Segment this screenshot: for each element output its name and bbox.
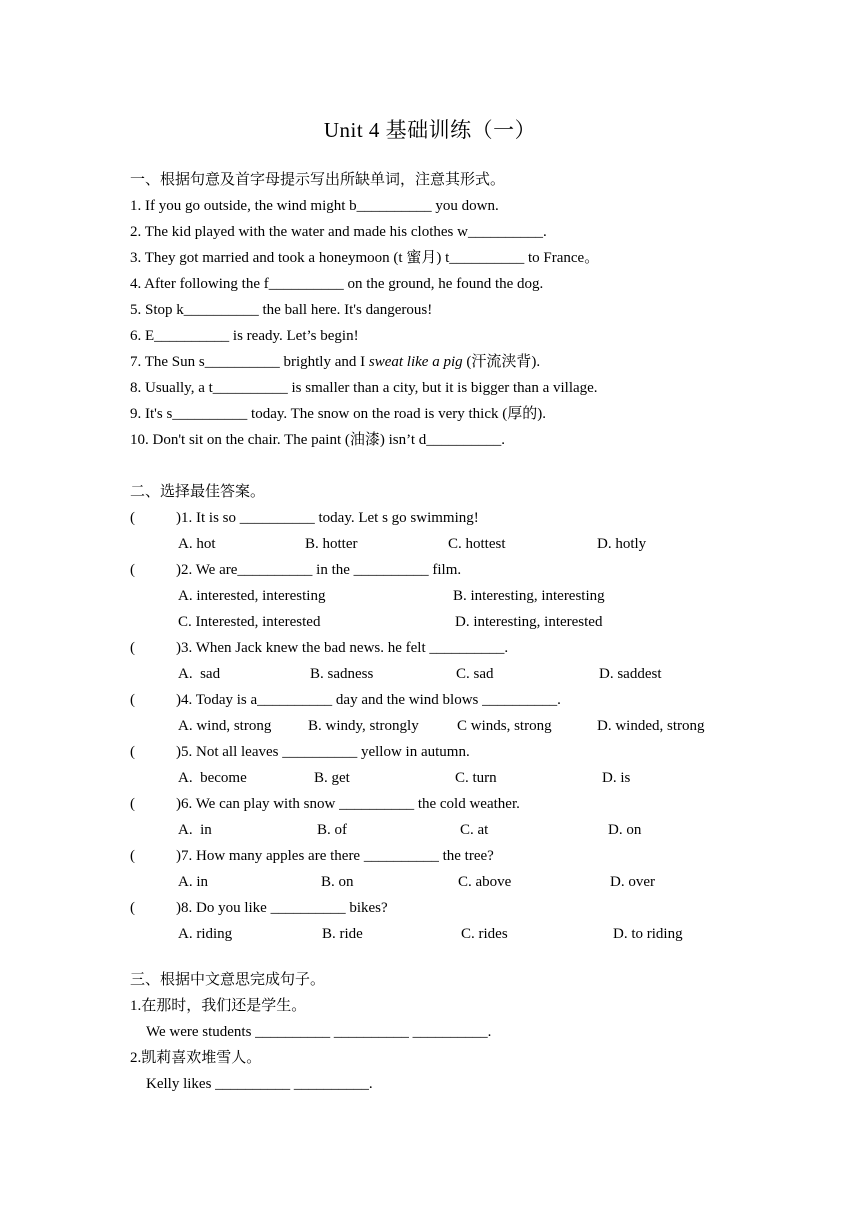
q4-option-b: B. windy, strongly (308, 718, 419, 734)
q8-paren: ( (130, 900, 135, 916)
q1-option-b: B. hotter (305, 536, 358, 552)
q3-option-a: A. sad (178, 666, 221, 682)
q3-question: )3. When Jack knew the bad news. he felt __________. (176, 640, 509, 656)
q6-option-b: B. of (317, 822, 347, 838)
q1-option-a: A. hot (178, 536, 216, 552)
q7-option-d: D. over (610, 874, 655, 890)
q1-option-d: D. hotly (597, 536, 647, 552)
s3-item-1-english: We were students __________ __________ __________. (146, 1024, 492, 1040)
q3-option-d: D. saddest (599, 666, 662, 682)
q8-option-c: C. rides (461, 926, 508, 942)
q5-paren: ( (130, 744, 135, 760)
q4-question: )4. Today is a__________ day and the wind blows __________. (176, 692, 561, 708)
q8-option-d: D. to riding (613, 926, 683, 942)
s1-item-4: 4. After following the f__________ on the ground, he found the dog. (130, 276, 544, 292)
s1-item-9: 9. It's s__________ today. The snow on the road is very thick (厚的). (130, 406, 546, 422)
section1-heading: 一、根据句意及首字母提示写出所缺单词，注意其形式。 (130, 172, 506, 188)
s1-item-5: 5. Stop k__________ the ball here. It's dangerous! (130, 302, 433, 318)
q7-option-a: A. in (178, 874, 208, 890)
q7-option-c: C. above (458, 874, 512, 890)
q4-option-c: C winds, strong (457, 718, 552, 734)
q8-question: )8. Do you like __________ bikes? (176, 900, 388, 916)
q7-question: )7. How many apples are there __________ the tree? (176, 848, 494, 864)
q3-paren: ( (130, 640, 135, 656)
q2-question: )2. We are__________ in the __________ film. (176, 562, 462, 578)
q2-option-b: B. interesting, interesting (453, 588, 605, 604)
q1-question: )1. It is so __________ today. Let s go swimming! (176, 510, 479, 526)
s3-item-2-chinese: 2.凯莉喜欢堆雪人。 (130, 1050, 262, 1066)
s3-item-2-english: Kelly likes __________ __________. (146, 1076, 373, 1092)
section3-heading: 三、根据中文意思完成句子。 (130, 972, 326, 988)
q8-option-b: B. ride (322, 926, 363, 942)
page-title: Unit 4 基础训练（一） (323, 118, 537, 142)
section2-heading: 二、选择最佳答案。 (130, 484, 266, 500)
q6-option-a: A. in (178, 822, 212, 838)
s1-item-7-after: (汗流浃背). (462, 354, 541, 370)
s1-item-7 (130, 352, 540, 372)
s3-item-1-chinese: 1.在那时，我们还是学生。 (130, 998, 307, 1014)
q4-option-d: D. winded, strong (597, 718, 705, 734)
q4-option-a: A. wind, strong (178, 718, 272, 734)
q1-option-c: C. hottest (448, 536, 506, 552)
q3-option-b: B. sadness (310, 666, 374, 682)
q2-paren: ( (130, 562, 135, 578)
s1-item-1: 1. If you go outside, the wind might b__________ you down. (130, 198, 499, 214)
q2-option-d: D. interesting, interested (455, 614, 603, 630)
s1-item-3: 3. They got married and took a honeymoon (t 蜜月) t__________ to France。 (130, 250, 600, 266)
q7-option-b: B. on (321, 874, 354, 890)
s1-item-7-before: 7. The Sun s__________ brightly and I (130, 354, 369, 370)
s1-item-6: 6. E__________ is ready. Let’s begin! (130, 328, 359, 344)
q2-option-a: A. interested, interesting (178, 588, 326, 604)
q6-paren: ( (130, 796, 135, 812)
q8-option-a: A. riding (178, 926, 233, 942)
q7-paren: ( (130, 848, 135, 864)
q6-question: )6. We can play with snow __________ the cold weather. (176, 796, 520, 812)
q5-option-b: B. get (314, 770, 350, 786)
q6-option-d: D. on (608, 822, 642, 838)
q2-option-c: C. Interested, interested (178, 614, 321, 630)
q5-option-c: C. turn (455, 770, 497, 786)
q3-option-c: C. sad (456, 666, 494, 682)
s1-item-10: 10. Don't sit on the chair. The paint (油漆) isn’t d__________. (130, 432, 506, 448)
s1-item-7-italic: sweat like a pig (368, 354, 463, 370)
q5-option-d: D. is (602, 770, 631, 786)
q5-question: )5. Not all leaves __________ yellow in autumn. (176, 744, 470, 760)
q1-paren: ( (130, 510, 135, 526)
s1-item-2: 2. The kid played with the water and made his clothes w__________. (130, 224, 547, 240)
q4-paren: ( (130, 692, 135, 708)
q6-option-c: C. at (460, 822, 489, 838)
q5-option-a: A. become (178, 770, 247, 786)
s1-item-8: 8. Usually, a t__________ is smaller than a city, but it is bigger than a village. (130, 380, 598, 396)
